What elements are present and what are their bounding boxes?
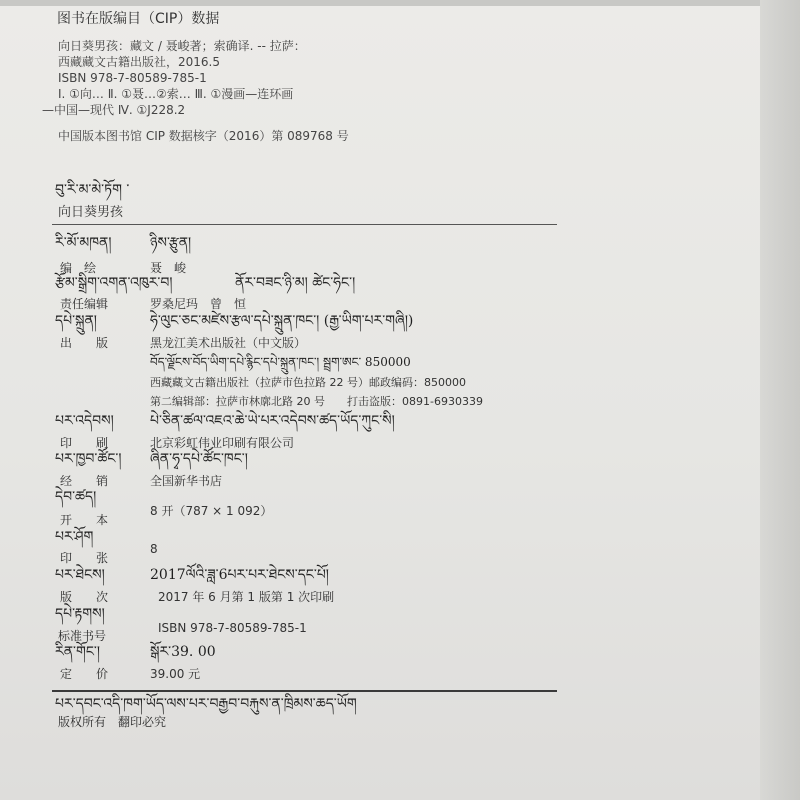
credit-illustrator-label: 编 绘 — [60, 261, 97, 275]
credit-sheets-label: 印 张 — [60, 551, 109, 565]
credit-format-label-tibetan: དེབ་ཚད། — [55, 489, 97, 505]
credit-sheets-value: 8 — [150, 542, 158, 556]
credit-isbn-value: ISBN 978-7-80589-785-1 — [158, 621, 307, 635]
book-title-tibetan: བུ་རི་མ་མེ་ཏོག ་ — [55, 182, 130, 198]
publisher-tibetan-address: བོད་ལྗོངས་བོད་ཡིག་དཔེ་རྙིང་དཔེ་སྐྲུན་ཁང་། སྦྲག་ཨང་ 850000 — [150, 355, 411, 369]
credit-printer-label: 印 刷 — [60, 436, 109, 450]
credit-isbn-label: 标准书号 — [58, 629, 107, 643]
credit-distributor-value-tibetan: ཞིན་ཧྭ་དཔེ་ཚོང་ཁང་། — [150, 451, 248, 467]
credit-editor-value: 罗桑尼玛 曾 恒 — [150, 297, 247, 311]
credit-edition-label: 版 次 — [60, 590, 109, 604]
credit-printer-value-tibetan: པེ་ཅིན་ཚལ་འཇའ་ཆེ་ཡེ་པར་འདེབས་ཚད་ཡོད་ཀུང་སི། — [150, 413, 395, 429]
publisher-address: 西藏藏文古籍出版社（拉萨市色拉路 22 号）邮政编码：850000 — [150, 376, 466, 389]
credit-publisher-label: 出 版 — [60, 336, 109, 350]
cip-line-1: 向日葵男孩：藏文 / 聂峻著；索确译. -- 拉萨： — [58, 39, 306, 53]
credit-format-value: 8 开（787 × 1 092） — [150, 504, 273, 518]
scan-top-band — [0, 0, 800, 6]
credit-sheets-label-tibetan: པར་ཤོག — [55, 529, 94, 545]
credit-isbn-label-tibetan: དཔེ་རྟགས། — [55, 606, 105, 622]
credit-illustrator-value-tibetan: ཉིས་རྩུན། — [150, 235, 192, 251]
credit-illustrator-value: 聂 峻 — [150, 261, 187, 275]
page-edge-shadow — [760, 0, 800, 800]
credit-illustrator-label-tibetan: རི་མོ་མཁན། — [55, 235, 112, 251]
credit-editor-label: 责任编辑 — [60, 297, 109, 311]
title-rule — [52, 224, 557, 225]
credit-price-label: 定 价 — [60, 667, 109, 681]
credit-price-value-tibetan: སྒོར་39. 00 — [150, 644, 216, 660]
credit-price-label-tibetan: རིན་གོང་། — [55, 644, 100, 660]
cip-title: 图书在版编目（CIP）数据 — [57, 11, 220, 27]
credit-distributor-value: 全国新华书店 — [150, 474, 223, 488]
publisher-editorial-dept: 第二编辑部：拉萨市林廓北路 20 号 打击盗版：0891-6930339 — [150, 395, 483, 408]
credit-editor-label-tibetan: རྩོམ་སྒྲིག་འགན་འཁུར་བ། — [55, 275, 173, 291]
credit-distributor-label-tibetan: པར་ཁྱབ་ཚོང་། — [55, 451, 122, 467]
credit-printer-value: 北京彩虹伟业印刷有限公司 — [150, 436, 295, 450]
cip-line-6: 中国版本图书馆 CIP 数据核字（2016）第 089768 号 — [58, 129, 349, 143]
credit-distributor-label: 经 销 — [60, 474, 109, 488]
cip-line-3: ISBN 978-7-80589-785-1 — [58, 71, 207, 85]
credit-edition-value-tibetan: 2017ལོའི་ཟླ་6པར་པར་ཐེངས་དང་པོ། — [150, 567, 329, 583]
credit-editor-value-tibetan: ནོར་བཟང་ཉི་མ། ཚེང་ཧེང་། — [235, 275, 356, 291]
cip-line-5: —中国—现代 Ⅳ. ①J228.2 — [42, 103, 186, 117]
cip-line-2: 西藏藏文古籍出版社，2016.5 — [58, 55, 220, 69]
credit-edition-label-tibetan: པར་ཐེངས། — [55, 567, 105, 583]
credit-publisher-label-tibetan: དཔེ་སྐྲུན། — [55, 313, 97, 329]
cip-line-4: Ⅰ. ①向… Ⅱ. ①聂…②索… Ⅲ. ①漫画—连环画 — [58, 87, 294, 101]
credit-format-label: 开 本 — [60, 513, 109, 527]
copyright-tibetan: པར་དབང་འདི་ཁག་ཡོད་ལས་པར་བརྒྱབ་བརྐུས་ན་ཁྲིམས་ཆད་ཡོག — [55, 696, 357, 712]
credit-printer-label-tibetan: པར་འདེབས། — [55, 413, 114, 429]
book-title-chinese: 向日葵男孩 — [58, 205, 124, 220]
credit-publisher-value-tibetan: ཧེ་ལུང་ཅང་མཛེས་རྩལ་དཔེ་སྐྲུན་ཁང་། (རྒྱ་ཡིག་པར་གཞི།) — [150, 313, 414, 329]
credit-price-value: 39.00 元 — [150, 667, 201, 681]
copyright-rule — [52, 690, 557, 692]
credit-publisher-value: 黑龙江美术出版社（中文版） — [150, 336, 307, 350]
credit-edition-value: 2017 年 6 月第 1 版第 1 次印刷 — [158, 590, 335, 604]
copyright-chinese: 版权所有 翻印必究 — [58, 715, 167, 729]
